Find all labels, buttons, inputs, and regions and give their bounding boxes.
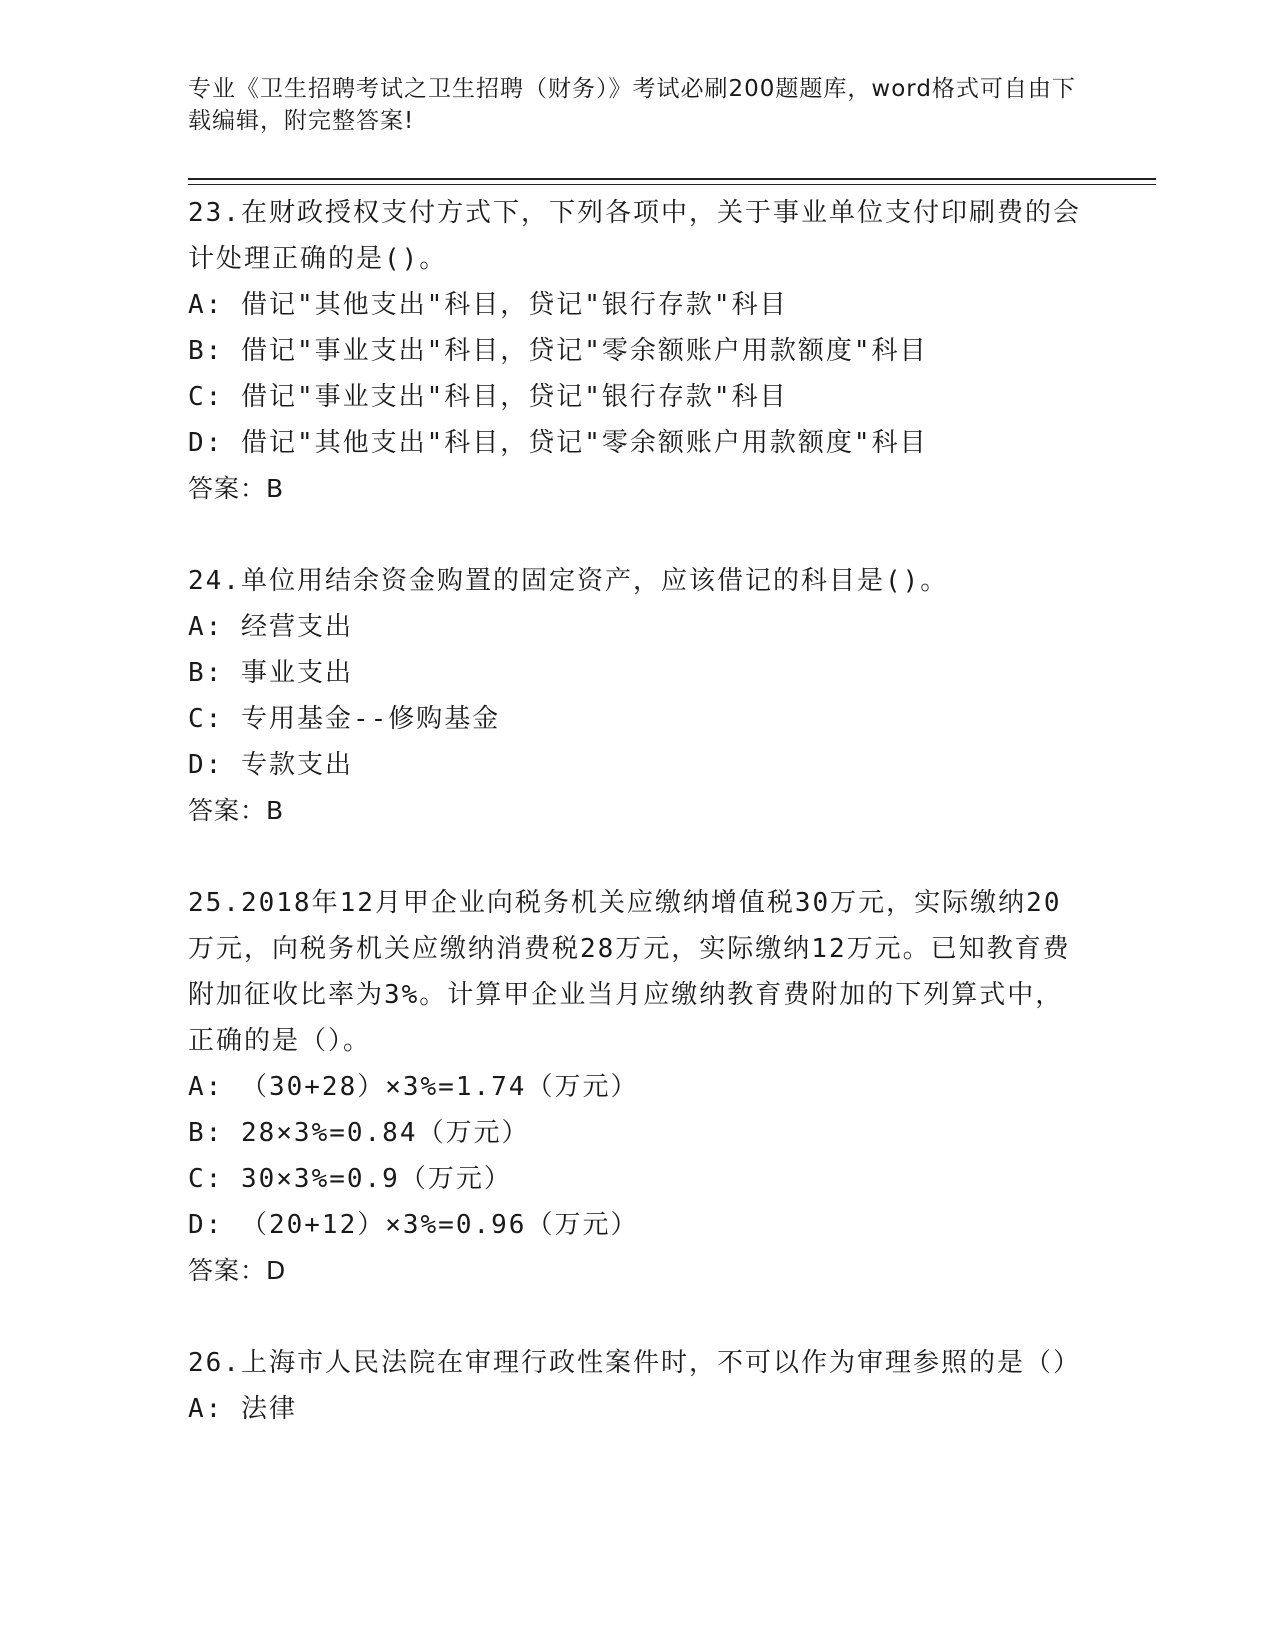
- option-c: C: 专用基金--修购基金: [188, 704, 501, 734]
- option-a: A: （30+28）×3%=1.74（万元）: [188, 1072, 639, 1102]
- header-divider-thin: [188, 184, 1156, 185]
- option-a: A: 经营支出: [188, 612, 353, 642]
- option-d: D: 借记"其他支出"科目，贷记"零余额账户用款额度"科目: [188, 428, 928, 458]
- option-b: B: 28×3%=0.84（万元）: [188, 1118, 530, 1148]
- question-text: 24.单位用结余资金购置的固定资产，应该借记的科目是()。: [188, 566, 949, 596]
- option-b: B: 借记"事业支出"科目，贷记"零余额账户用款额度"科目: [188, 336, 928, 366]
- question-25: [188, 880, 1088, 1294]
- question-text: 25.2018年12月甲企业向税务机关应缴纳增值税30万元，实际缴纳20万元，向税务机关应缴纳消费税28万元，实际缴纳12万元。已知教育费附加征收比率为3%。计算甲企业当月应缴纳教育费附加的下列算式中，正确的是（）。: [188, 888, 1071, 1056]
- question-list: [188, 190, 1088, 1432]
- option-c: C: 30×3%=0.9（万元）: [188, 1164, 512, 1194]
- option-d: D: （20+12）×3%=0.96（万元）: [188, 1210, 639, 1240]
- question-text: 26.上海市人民法院在审理行政性案件时，不可以作为审理参照的是（）: [188, 1348, 1081, 1378]
- question-text: 23.在财政授权支付方式下，下列各项中，关于事业单位支付印刷费的会计处理正确的是()。: [188, 198, 1081, 274]
- question-26: [188, 1340, 1088, 1432]
- option-a: A: 法律: [188, 1394, 297, 1424]
- option-a: A: 借记"其他支出"科目，贷记"银行存款"科目: [188, 290, 788, 320]
- answer: 答案：D: [188, 1256, 287, 1285]
- header-divider-thick: [188, 178, 1156, 180]
- option-d: D: 专款支出: [188, 750, 353, 780]
- question-23: [188, 190, 1088, 512]
- answer: 答案：B: [188, 474, 285, 503]
- option-b: B: 事业支出: [188, 658, 353, 688]
- question-24: [188, 558, 1088, 834]
- document-header: 专业《卫生招聘考试之卫生招聘（财务）》考试必刷200题题库，word格式可自由下载编辑，附完整答案!: [188, 76, 1076, 134]
- option-c: C: 借记"事业支出"科目，贷记"银行存款"科目: [188, 382, 788, 412]
- answer: 答案：B: [188, 796, 285, 825]
